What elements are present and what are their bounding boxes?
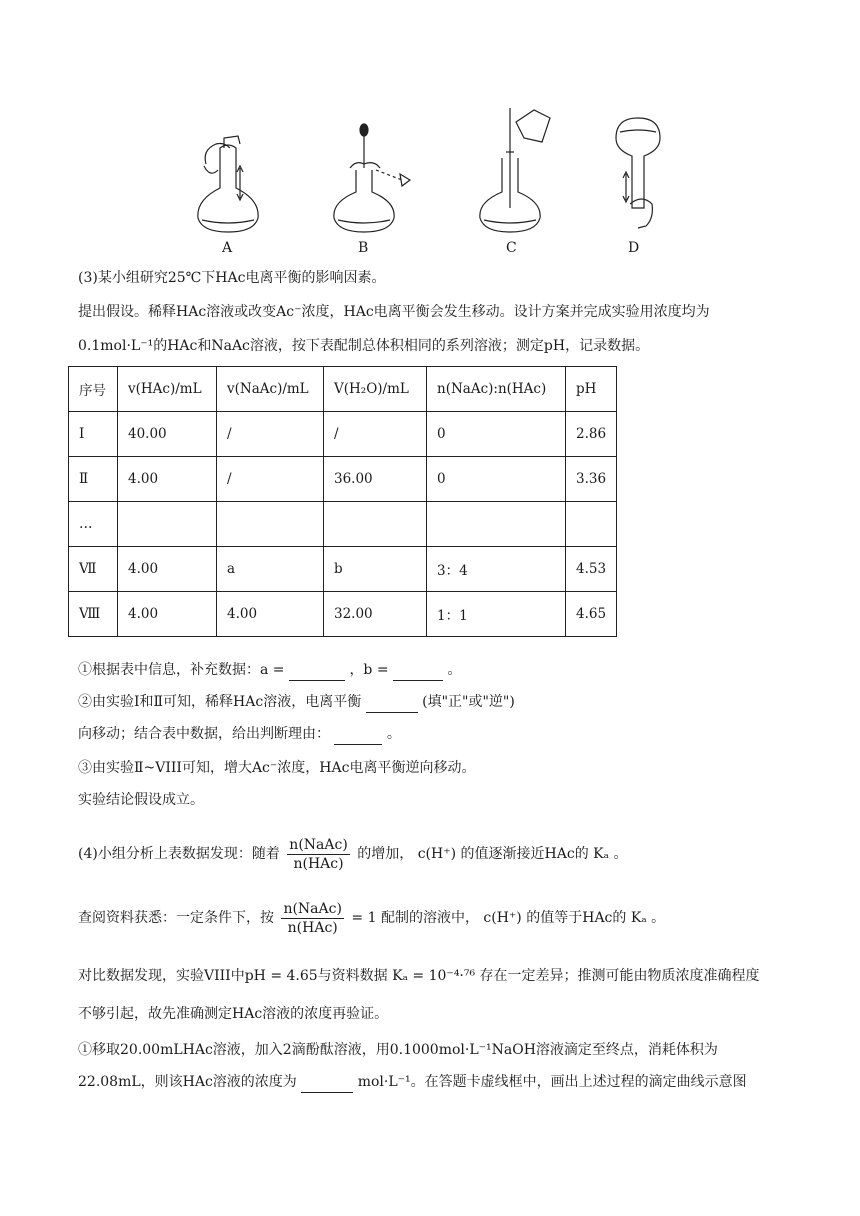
section3-heading: (3)某小组研究25℃下HAc电离平衡的影响因素。 <box>78 270 386 286</box>
section4-line6 <box>78 1072 747 1093</box>
table-cell: 1：1 <box>427 592 566 637</box>
table-cell: Ⅶ <box>69 547 118 592</box>
s4-l1-prefix: (4)小组分析上表数据发现：随着 <box>78 846 280 862</box>
table-cell: 4.65 <box>566 592 617 637</box>
s4-l6-prefix: 22.08mL，则该HAc溶液的浓度为 <box>78 1074 297 1090</box>
question-2-line2 <box>78 724 401 745</box>
equals-one: = 1 <box>351 910 377 926</box>
fraction-numerator: n(NaAc) <box>283 900 342 917</box>
table-cell: … <box>69 502 118 547</box>
ka-symbol: Kₐ <box>593 846 610 862</box>
header-cell: V(H₂O)/mL <box>324 367 427 412</box>
table-cell: b <box>324 547 427 592</box>
table-cell <box>566 502 617 547</box>
s4-l1-end: 。 <box>613 846 628 862</box>
question-3: ③由实验Ⅱ~VIII可知，增大Ac⁻浓度，HAc电离平衡逆向移动。 <box>78 760 476 776</box>
s4-l2-prefix: 查阅资料获悉：一定条件下，按 <box>78 910 274 926</box>
table-cell: / <box>324 412 427 457</box>
table-cell: a <box>217 547 324 592</box>
h-ion-concentration: c(H⁺) <box>417 846 457 862</box>
flask-c-icon <box>480 108 550 232</box>
label-b: B <box>358 240 369 256</box>
q1-prefix: ①根据表中信息，补充数据：a = <box>78 662 285 678</box>
question-2 <box>78 692 515 713</box>
answer-blank-reason[interactable] <box>334 724 382 745</box>
header-cell: 序号 <box>69 367 118 412</box>
q2-line2: 向移动；结合表中数据，给出判断理由： <box>78 726 330 742</box>
header-cell: v(HAc)/mL <box>118 367 217 412</box>
label-c: C <box>506 240 517 256</box>
fraction-denominator: n(HAc) <box>287 919 338 936</box>
fraction-numerator: n(NaAc) <box>289 836 348 853</box>
q2-suffix: (填"正"或"逆") <box>422 694 515 710</box>
table-cell: Ⅷ <box>69 592 118 637</box>
table-cell <box>217 502 324 547</box>
section4-line1 <box>78 834 627 874</box>
table-cell: 4.00 <box>118 457 217 502</box>
q1-mid: ，b = <box>349 662 389 678</box>
table-row <box>69 502 617 547</box>
header-cell: v(NaAc)/mL <box>217 367 324 412</box>
section3-hypothesis: 提出假设。稀释HAc溶液或改变Ac⁻浓度，HAc电离平衡会发生移动。设计方案并完成实验用浓度均为 <box>78 304 710 320</box>
table-cell: 4.00 <box>217 592 324 637</box>
q1-end: 。 <box>447 662 462 678</box>
table-cell: 4.00 <box>118 547 217 592</box>
flask-d-icon <box>616 118 660 228</box>
table-cell: 36.00 <box>324 457 427 502</box>
question-1 <box>78 660 462 681</box>
s4-l2-mid: 配制的溶液中， <box>380 910 479 926</box>
s4-l1-suffix: 的值逐渐接近HAc的 <box>460 846 589 862</box>
table-row <box>69 592 617 637</box>
table-cell: Ⅰ <box>69 412 118 457</box>
label-a: A <box>222 240 233 256</box>
table-row <box>69 457 617 502</box>
ratio-fraction <box>287 836 350 873</box>
table-cell <box>427 502 566 547</box>
table-cell: 3：4 <box>427 547 566 592</box>
q2-prefix: ②由实验Ⅰ和Ⅱ可知，稀释HAc溶液，电离平衡 <box>78 694 362 710</box>
s4-l1-mid: 的增加， <box>357 846 414 862</box>
table-cell <box>118 502 217 547</box>
table-cell: 40.00 <box>118 412 217 457</box>
ratio-fraction-2 <box>281 900 344 937</box>
table-cell: 32.00 <box>324 592 427 637</box>
section4-line5: ①移取20.00mLHAc溶液，加入2滴酚酞溶液，用0.1000mol·L⁻¹NaOH溶液滴定至终点，消耗体积为 <box>78 1042 718 1058</box>
flask-illustrations <box>180 108 680 238</box>
table-cell <box>324 502 427 547</box>
data-table <box>68 366 617 637</box>
header-cell: pH <box>566 367 617 412</box>
answer-blank-a[interactable] <box>289 660 345 681</box>
section4-line2 <box>78 898 665 938</box>
table-cell: 2.86 <box>566 412 617 457</box>
answer-blank-b[interactable] <box>393 660 443 681</box>
table-cell: 3.36 <box>566 457 617 502</box>
table-cell: 4.00 <box>118 592 217 637</box>
section4-line3: 对比数据发现，实验VIII中pH = 4.65与资料数据 Kₐ = 10⁻⁴·⁷⁶ 存在一定差异；推测可能由物质浓度准确程度 <box>78 968 760 984</box>
flask-b-icon <box>334 124 410 232</box>
table-cell: / <box>217 412 324 457</box>
table-row <box>69 547 617 592</box>
table-header-row <box>69 367 617 412</box>
table-cell: Ⅱ <box>69 457 118 502</box>
s4-l2-end: 。 <box>651 910 666 926</box>
table-cell: / <box>217 457 324 502</box>
h-ion-concentration: c(H⁺) <box>483 910 522 926</box>
table-cell: 0 <box>427 457 566 502</box>
fraction-denominator: n(HAc) <box>293 855 344 872</box>
s4-l6-suffix: mol·L⁻¹。在答题卡虚线框中，画出上述过程的滴定曲线示意图 <box>357 1074 747 1090</box>
answer-blank-concentration[interactable] <box>301 1072 353 1093</box>
table-row <box>69 412 617 457</box>
q2-line2-end: 。 <box>386 726 401 742</box>
table-cell: 0 <box>427 412 566 457</box>
section4-line4: 不够引起，故先准确测定HAc溶液的浓度再验证。 <box>78 1006 389 1022</box>
label-d: D <box>628 240 640 256</box>
apparatus-figure <box>180 108 680 258</box>
header-cell: n(NaAc):n(HAc) <box>427 367 566 412</box>
flask-a-icon <box>198 136 258 232</box>
s4-l2-suffix: 的值等于HAc的 <box>526 910 627 926</box>
answer-blank-direction[interactable] <box>366 692 418 713</box>
section3-hypothesis-2: 0.1mol·L⁻¹的HAc和NaAc溶液，按下表配制总体积相同的系列溶液；测定pH，记录数据。 <box>78 338 650 354</box>
conclusion: 实验结论假设成立。 <box>78 792 204 808</box>
table-cell: 4.53 <box>566 547 617 592</box>
ka-symbol: Kₐ <box>630 910 647 926</box>
